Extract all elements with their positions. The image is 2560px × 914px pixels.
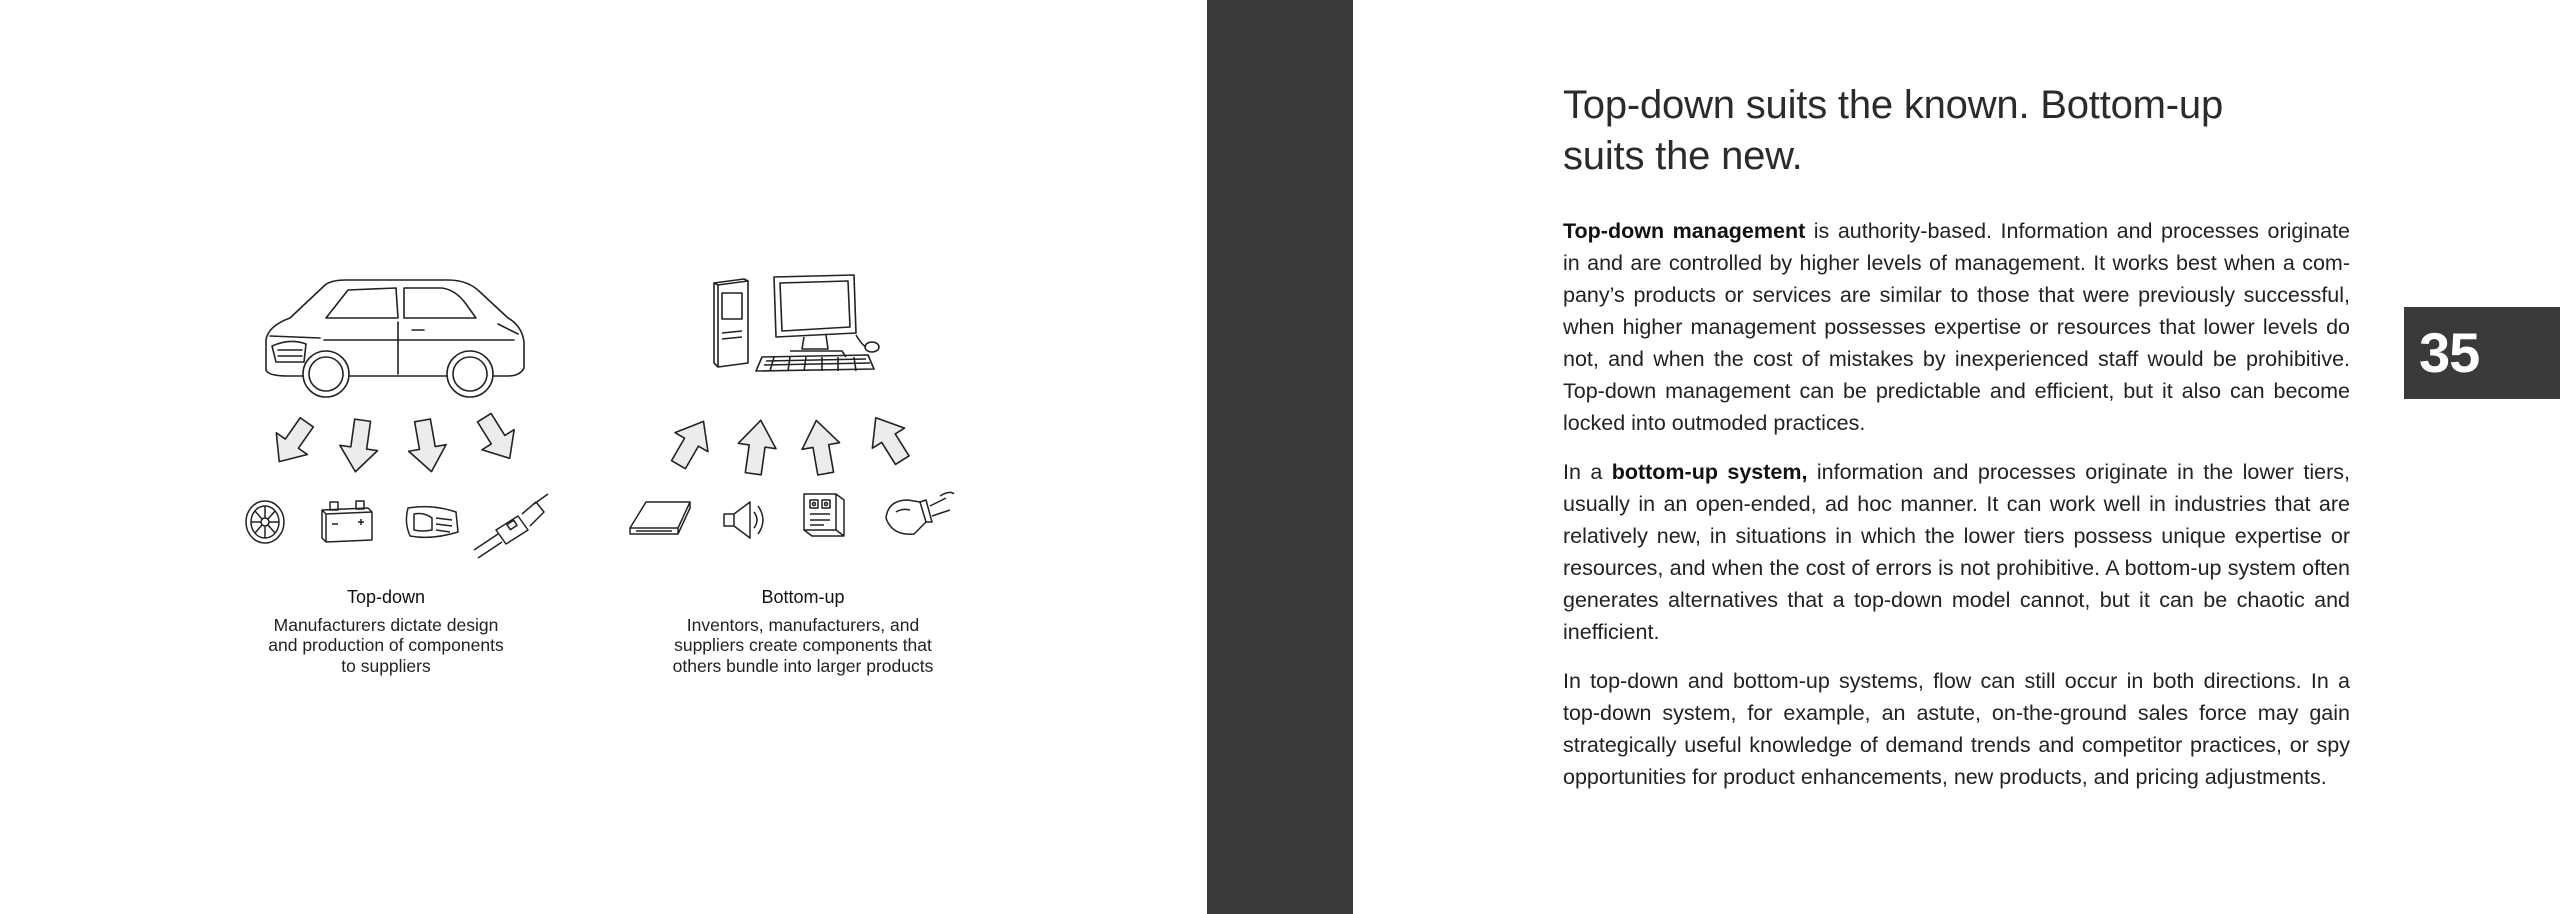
- page-number: 35: [2419, 321, 2480, 384]
- top-down-title: Top-down: [346, 587, 426, 607]
- top-down-caption: [226, 587, 546, 676]
- paragraph-both-directions: [1563, 665, 2350, 793]
- arrow-up-icon: [734, 418, 780, 476]
- paragraph-text: is authority-based. Information and processes originate in and are controlled by higher levels of management. It works best when a company’s products or services are similar to those that were previously successful, when higher management possesses expertise or resources that lower levels do not, and when the cost of mistakes by inexperienced staff would be prohibitive. Top-down management can be predictable and efficient, but it also can become locked into outmoded practices.: [1563, 219, 2350, 435]
- paragraph-text: information and processes originate in the lower tiers, usually in an open-ended, ad hoc manner. It can work well in industries that are relatively new, in situations in which the lower tiers possess unique expertise or resources, and when the cost of errors is not prohibitive. A bottom-up system often generates alternatives that a top-down model cannot, but it can be chaotic and inefficient.: [1563, 460, 2350, 644]
- title-line: Top-down suits the known. Bottom-up: [1563, 83, 2224, 127]
- battery-icon: [318, 498, 376, 544]
- arrow-down-icon: [336, 418, 382, 474]
- paragraph-text: In top-down and bottom-up systems, flow can still occur in both directions. In a top-down system, for example, an astute, on-the-ground sales force may gain strategically useful knowledge of demand trends and competitor practices, or spy opportunities for product enhancements, new products, and pricing adjustments.: [1563, 669, 2350, 789]
- hard-drive-icon: [626, 498, 694, 538]
- page-title: [1563, 80, 2283, 182]
- paragraph-top-down: [1563, 215, 2350, 439]
- bottom-up-caption: [642, 587, 964, 676]
- caption-line: to suppliers: [341, 655, 431, 676]
- arrow-down-icon: [404, 418, 450, 474]
- caption-line: and production of components: [268, 635, 504, 655]
- arrow-up-icon: [798, 418, 844, 476]
- car-icon: [262, 278, 527, 400]
- paragraph-bottom-up: [1563, 456, 2350, 648]
- caption-line: Manufacturers dictate design: [273, 614, 499, 635]
- article-body: [1563, 215, 2350, 810]
- page-gutter: [1207, 0, 1353, 914]
- computer-icon: [710, 273, 890, 393]
- headlight-icon: [402, 502, 462, 542]
- page-number-tab: [2404, 307, 2560, 399]
- left-page: [0, 0, 1207, 914]
- caption-line: Inventors, manufacturers, and: [686, 614, 920, 635]
- wheel-icon: [244, 499, 286, 545]
- speaker-icon: [720, 496, 770, 544]
- seatbelt-icon: [472, 490, 552, 562]
- title-line: suits the new.: [1563, 134, 1803, 178]
- arrow-down-icon: [270, 416, 316, 468]
- caption-line: others bundle into larger products: [672, 655, 934, 676]
- arrow-up-icon: [866, 412, 912, 466]
- bottom-up-title: Bottom-up: [761, 587, 845, 607]
- term-bottom-up-system: bottom-up system,: [1611, 460, 1808, 484]
- arrow-down-icon: [474, 412, 520, 464]
- power-plug-icon: [880, 488, 956, 540]
- arrow-up-icon: [668, 416, 714, 470]
- paragraph-prefix: In a: [1563, 460, 1612, 484]
- circuit-board-icon: [800, 490, 848, 540]
- term-top-down-management: Top-down management: [1563, 219, 1806, 243]
- caption-line: suppliers create components that: [674, 635, 932, 655]
